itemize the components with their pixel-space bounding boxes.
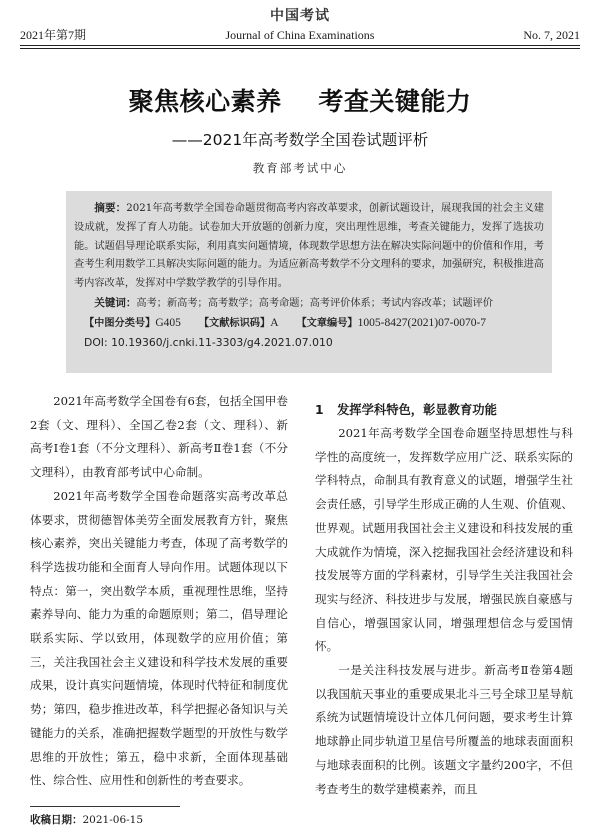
doi: DOI: 10.19360/j.cnki.11-3303/g4.2021.07.010 <box>84 335 333 349</box>
classification-line <box>74 314 544 334</box>
clc-label: 【中图分类号】 <box>84 317 156 329</box>
body-paragraph: 2021年高考数学全国卷有6套，包括全国甲卷2套（文、理科）、全国乙卷2套（文、理科）、新高考Ⅰ卷1套（不分文理科）、新高考Ⅱ卷1套（不分文理科），由教育部考试中心命制。 <box>30 394 288 480</box>
section-number: 1 <box>315 403 324 417</box>
received-date-footnote <box>30 812 143 828</box>
issue-en: No. 7, 2021 <box>523 28 580 42</box>
article-author: 教育部考试中心 <box>252 161 348 175</box>
body-paragraph: 2021年高考数学全国卷命题坚持思想性与科学性的高度统一，发挥数学应用广泛、联系实际的学科特点，命制具有教育意义的试题，增强学生社会责任感，引导学生形成正确的人生观、价值观、世界观。试题用我国社会主义建设和科技发展的重大成就作为情境，深入挖掘我国社会经济建设和科技发展等方面的学科素材，引导学生关注我国社会现实与经济、科技进步与发展，增强民族自豪感与自信心，增强国家认同，增强理想信念与爱国情怀。 <box>315 426 573 654</box>
issue-cn: 2021年第7期 <box>20 28 87 42</box>
header-rule <box>20 45 580 49</box>
articleno-value: 1005-8427(2021)07-0070-7 <box>357 316 487 329</box>
body-paragraph: 一是关注科技发展与进步。新高考Ⅱ卷第4题以我国航天事业的重要成果北斗三号全球卫星导航系统为试题情境设计立体几何问题，要求考生计算地球静止同步轨道卫星信号所覆盖的地球表面面积与地球表面积的比例。该题文字量约200字，不但考查考生的数学建模素养，而且 <box>315 663 573 796</box>
received-label: 收稿日期： <box>30 814 83 826</box>
doccode-value: A <box>270 316 279 329</box>
body-left-column <box>30 390 288 793</box>
body-paragraph: 2021年高考数学全国卷命题落实高考改革总体要求，贯彻德智体美劳全面发展教育方针，聚焦核心素养，突出关键能力考查，体现了高考数学的科学选拔功能和全面育人导向作用。试题体现以下特点：第一，突出数学本质，重视理性思维，坚持素养导向、能力为重的命题原则；第二，倡导理论联系实际、学以致用，体现数学的应用价值；第三，关注我国社会主义建设和科学技术发展的重要成果，设计真实问题情境，体现时代特征和制度优势；第四，稳步推进改革，科学把握必备知识与关键能力的关系，准确把握数学题型的开放性与数学思维的开放性；第五，稳中求新，全面体现基础性、综合性、应用性和创新性的考查要求。 <box>30 488 288 788</box>
abstract-box <box>66 191 552 373</box>
doccode-label: 【文献标识码】 <box>198 317 271 329</box>
journal-logo: 中国考试 <box>270 8 330 24</box>
abstract <box>74 199 544 294</box>
clc-value: G405 <box>155 316 181 329</box>
running-header <box>20 27 580 43</box>
keywords-label: 关键词： <box>94 296 137 309</box>
article-subtitle: ——2021年高考数学全国卷试题评析 <box>171 131 429 149</box>
section-title: 发挥学科特色，彰显教育功能 <box>337 403 497 417</box>
abstract-text: 2021年高考数学全国卷命题贯彻高考内容改革要求，创新试题设计，展现我国的社会主义建设成就，发挥了育人功能。试卷加大开放题的创新力度，突出理性思维，考查关键能力，发挥了选拔功能。试题倡导理论联系实际，利用真实问题情境，体现数学思想方法在解决实际问题中的价值和作用，考查考生利用数学工具解决实际问题的能力。为适应新高考数学不分文理科的要求，加强研究，积极推进高考内容改革，发挥对中学数学教学的引导作用。 <box>74 203 544 290</box>
body-right-column <box>315 398 573 801</box>
section-heading <box>315 398 573 422</box>
keywords <box>74 294 544 314</box>
abstract-label: 摘要： <box>94 202 127 214</box>
keywords-text: 高考；新高考；高考数学；高考命题；高考评价体系；考试内容改革；试题评价 <box>136 297 493 309</box>
articleno-label: 【文章编号】 <box>296 317 358 329</box>
received-date: 2021-06-15 <box>82 814 144 826</box>
journal-name-en: Journal of China Examinations <box>225 28 375 42</box>
article-title: 聚焦核心素养 考查关键能力 <box>128 87 472 116</box>
footnote-rule <box>30 806 180 807</box>
